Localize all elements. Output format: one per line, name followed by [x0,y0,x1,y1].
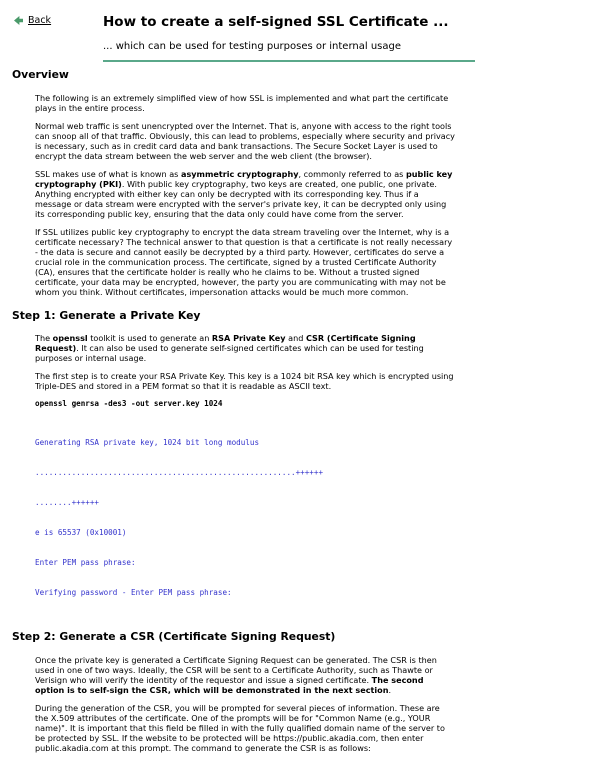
step1-heading: Step 1: Generate a Private Key [12,309,201,322]
article-body [12,68,592,761]
term-self-sign: The second option is to self-sign the CSR, which will be demonstrated in the next section [35,675,424,695]
step2-paragraph-1: Once the private key is generated a Certificate Signing Request can be generated. The CSR is then used in one of two ways. Ideally, the CSR will be sent to a Certificate Authority, such as Thawte or Verisign who will verify the identity of the requestor and issue a signed certificate. The second option is to self-sign the CSR, which will be demonstrated in the next section. [35,655,437,695]
console-line: .........................................................++++++ [35,468,324,477]
step1-paragraph-1: The openssl toolkit is used to generate an RSA Private Key and CSR (Certificate Signing Request). It can also be used to generate self-signed certificates which can be used for testing purposes or internal usage. [35,333,424,363]
overview-paragraph-3: SSL makes use of what is known as asymmetric cryptography, commonly referred to as public key cryptography (PKI). With public key cryptography, two keys are created, one public, one private. Anything encrypted with either key can only be decrypted with its corresponding key. Thus if a message or data stream were encrypted with the server's private key, it can be decrypted only using its corresponding public key, ensuring that the data only could have come from the server. [35,169,453,219]
step2-paragraph-2: During the generation of the CSR, you will be prompted for several pieces of information. These are the X.509 attributes of the certificate. One of the prompts will be for "Common Name (e.g., YOUR name)". It is important that this field be filled in with the fully qualified domain name of the server to be protected by SSL. If the website to be protected will be https://public.akadia.com, then enter public.akadia.com at this prompt. The command to generate the CSR is as follows: [35,703,445,753]
overview-paragraph-4: If SSL utilizes public key cryptography to encrypt the data stream traveling over the Internet, why is a certificate necessary? The technical answer to that question is that a certificate is not really necessary - the data is secure and cannot easily be decrypted by a third party. However, certificates do serve a crucial role in the communication process. The certificate, signed by a trusted Certificate Authority (CA), ensures that the certificate holder is really who he claims to be. Without a trusted signed certificate, your data may be encrypted, however, the party you are communicating with may not be whom you think. Without certificates, impersonation attacks would be much more common. [35,227,453,297]
term-rsa-private-key: RSA Private Key [211,333,286,343]
overview-paragraph-2: Normal web traffic is sent unencrypted over the Internet. That is, anyone with access to the right tools can snoop all of that traffic. Obviously, this can lead to problems, especially where security and privacy is necessary, such as in credit card data and bank transactions. The Secure Socket Layer is used to encrypt the data stream between the web server and the web client (the browser). [35,121,455,161]
overview-heading: Overview [12,68,69,81]
term-asymmetric-cryptography: asymmetric cryptography [180,169,299,179]
console-output [35,418,592,618]
step2-heading: Step 2: Generate a CSR (Certificate Signing Request) [12,630,336,643]
back-arrow-icon [14,16,23,25]
console-line: Enter PEM pass phrase: [35,558,136,567]
console-line: Verifying password - Enter PEM pass phrase: [35,588,232,597]
overview-paragraph-1: The following is an extremely simplified view of how SSL is implemented and what part the certificate plays in the entire process. [35,93,449,113]
back-link-label[interactable]: Back [28,15,52,26]
back-link[interactable] [14,15,51,26]
console-line: ........++++++ [35,498,100,507]
term-public-key-cryptography: public key cryptography (PKI) [35,169,453,189]
page-subtitle: ... which can be used for testing purposes or internal usage [103,41,401,52]
step1-paragraph-2: The first step is to create your RSA Private Key. This key is a 1024 bit RSA key which is encrypted using Triple-DES and stored in a PEM format so that it is readable as ASCII text. [35,371,454,391]
console-line: e is 65537 (0x10001) [35,528,127,537]
term-openssl: openssl [52,333,88,343]
console-line: Generating RSA private key, 1024 bit long modulus [35,438,260,447]
title-divider [103,60,475,62]
page-title: How to create a self-signed SSL Certificate ... [103,14,449,30]
term-csr: CSR (Certificate Signing Request) [35,333,416,353]
genrsa-command: openssl genrsa -des3 -out server.key 1024 [35,399,223,408]
